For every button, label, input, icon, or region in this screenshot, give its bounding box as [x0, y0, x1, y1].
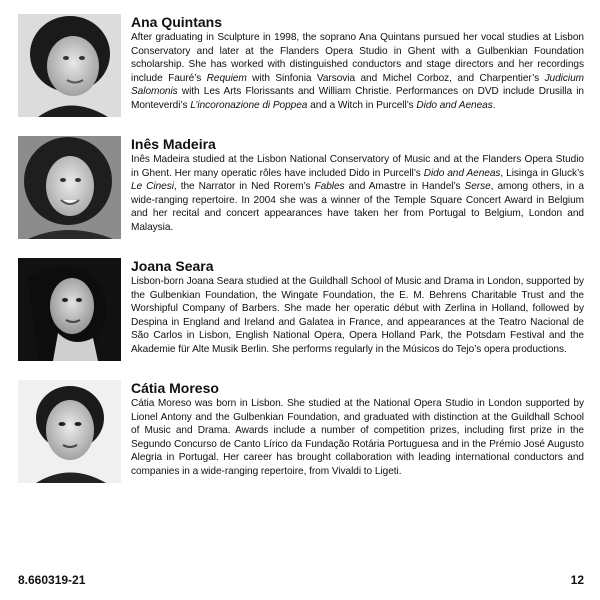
italic-title: Judicium Salomonis — [131, 72, 584, 97]
bio-text: Cátia Moreso was born in Lisbon. She studied at the National Opera Studio in London supported by Lionel Antony and the Gulbenkian Foundation, and graduated with distinction at the Guildhall School of Music and Drama. Awards include a number of competition prizes, including first prize in the Segundo Concurso de Canto Lírico da Fundação Rotária Portuguesa and in the Prémio José Augusto Alegria in Portugal. Her career has brought collaboration with leading international conductors and companies in a wide-ranging repertoire, from Vivaldi to Ligeti. — [131, 398, 584, 477]
bio-text: After graduating in Sculpture in 1998, the soprano Ana Quintans pursued her vocal studies at Lisbon Conservatory and later at the Flanders Opera Studio in Ghent with a Gulbenkian Foundation scholarship. She has worked with distinguished conductors and stage directors and her recordings include Fauré’s Requiem with Sinfonia Varsovia and Michel Corboz, and Charpentier’s Judicium Salomonis with Les Arts Florissants and William Christie. Performances on DVD include Drusilla in Monteverdi’s L’incoronazione di Poppea and a Witch in Purcell’s Dido and Aeneas. — [131, 32, 584, 111]
portrait-photo — [18, 14, 121, 117]
italic-title: Serse — [464, 181, 491, 192]
italic-title: Requiem — [206, 72, 247, 84]
italic-title: Dido and Aeneas — [416, 99, 493, 111]
page-number: 12 — [570, 573, 584, 587]
italic-title: L’incoronazione di Poppea — [190, 99, 308, 111]
bio-name: Inês Madeira — [131, 136, 216, 152]
italic-title: Dido and Aeneas — [423, 167, 501, 179]
italic-title: Le Cinesi — [131, 181, 174, 192]
bio-name: Cátia Moreso — [131, 380, 219, 396]
portrait-photo — [18, 136, 121, 239]
catalog-number: 8.660319-21 — [18, 573, 86, 587]
bio-text: Inês Madeira studied at the Lisbon National Conservatory of Music and at the Flanders Opera Studio in Ghent. Her many operatic rôles have included Dido in Purcell’s Dido and Aeneas, Lisinga in Gluck’s Le Cinesi, the Narrator in Ned Rorem’s Fables and Amastre in Handel’s Serse, among others, in a wide-ranging repertoire. In 2004 she was a winner of the Temple Square Concert Award in Belgium and her recital and concert appearances have taken her from Portugal to Belgium, London and Malaysia. — [131, 154, 584, 233]
bio-name: Joana Seara — [131, 258, 214, 274]
portrait-photo — [18, 380, 121, 483]
portrait-photo — [18, 258, 121, 361]
bio-text: Lisbon-born Joana Seara studied at the Guildhall School of Music and Drama in London, supported by the Gulbenkian Foundation, the Wingate Foundation, the E. M. Behrens Charitable Trust and the Worshipful Company of Barbers. She made her operatic début with Zerlina in Holland, followed by Despina in England and Ireland and Galatea in France, and appearances at the Teatro Nacional de São Carlos in Lisbon, English National Opera, Opera Holland Park, the Potsdam Festival and the Akademie für Alte Musik Berlin. She performs regularly in the Músicos do Tejo’s opera productions. — [131, 276, 584, 355]
bio-name: Ana Quintans — [131, 14, 223, 30]
italic-title: Fables — [314, 181, 345, 192]
